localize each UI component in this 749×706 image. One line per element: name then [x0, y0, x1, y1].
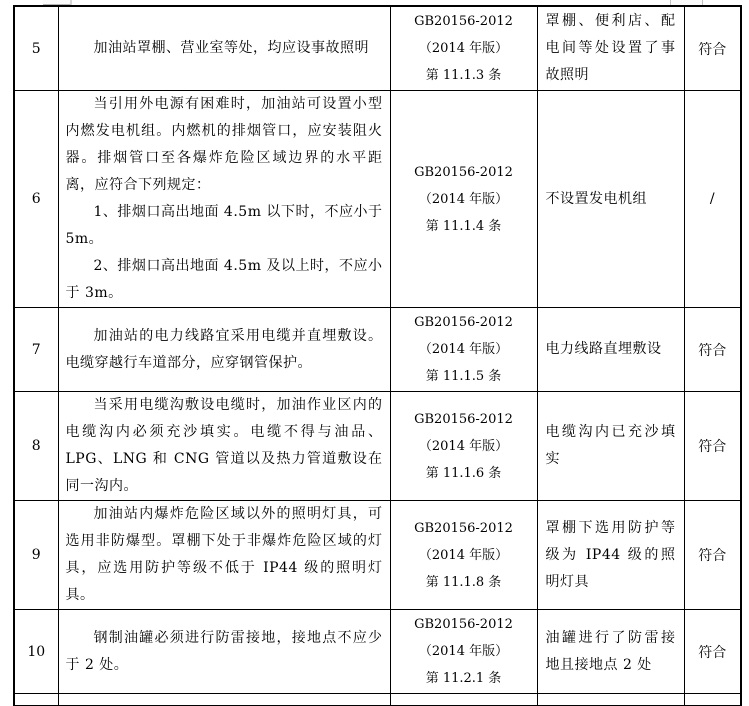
- row-number-cell: 5: [14, 6, 58, 91]
- partial-row-cell: [14, 694, 58, 706]
- partial-next-row: [14, 694, 741, 706]
- row-number-cell: 9: [14, 501, 58, 610]
- actual-condition-cell: 罩棚、便利店、配电间等处设置了事故照明: [537, 6, 684, 91]
- actual-condition-cell: 电缆沟内已充沙填实: [537, 392, 684, 501]
- standard-line: 第 11.1.3 条: [425, 68, 502, 83]
- partial-row-cell: [537, 694, 684, 706]
- standard-line: GB20156-2012: [414, 315, 513, 330]
- standard-line: （2014 年版）: [418, 191, 509, 207]
- row-number-cell: 6: [14, 91, 58, 308]
- requirement-cell: [58, 610, 390, 694]
- result-cell: /: [684, 91, 741, 308]
- requirement-paragraph: 加油站罩棚、营业室等处，均应设事故照明: [93, 40, 369, 56]
- standard-line: 第 11.1.6 条: [425, 465, 502, 481]
- standard-line: 第 11.1.5 条: [425, 369, 502, 384]
- requirement-cell: [58, 6, 390, 91]
- standard-line: 第 11.1.8 条: [425, 574, 502, 590]
- requirement-cell: [58, 392, 390, 501]
- standard-ref-cell: [390, 6, 537, 91]
- standard-line: GB20156-2012: [414, 411, 513, 427]
- requirement-paragraph: 当采用电缆沟敷设电缆时，加油作业区内的电缆沟内必须充沙填实。电缆不得与油品、LPG、LNG 和 CNG 管道以及热力管道敷设在同一沟内。: [65, 397, 383, 494]
- standard-line: GB20156-2012: [414, 520, 513, 536]
- standard-line: GB20156-2012: [414, 164, 513, 180]
- result-cell: 符合: [684, 610, 741, 694]
- table-row: [14, 91, 741, 308]
- requirement-paragraph: 加油站内爆炸危险区域以外的照明灯具，可选用非防爆型。罩棚下处于非爆炸危险区域的灯具，应选用防护等级不低于 IP44 级的照明灯具。: [65, 506, 383, 603]
- requirement-cell: [58, 91, 390, 308]
- requirement-paragraph: 当引用外电源有困难时，加油站可设置小型内燃发电机组。内燃机的排烟管口，应安装阻火器。排烟管口至各爆炸危险区域边界的水平距离，应符合下列规定：: [65, 96, 383, 193]
- standard-ref-cell: [390, 91, 537, 308]
- partial-row-cell: [58, 694, 390, 706]
- requirement-paragraph: 加油站的电力线路宜采用电缆并直埋敷设。电缆穿越行车道部分，应穿钢管保护。: [65, 327, 383, 371]
- row-number-cell: 10: [14, 610, 58, 694]
- requirement-paragraph: 1、排烟口高出地面 4.5m 以下时，不应小于5m。: [65, 204, 383, 247]
- table-row: [14, 6, 741, 91]
- standard-line: （2014 年版）: [418, 41, 509, 56]
- standard-ref-cell: [390, 308, 537, 392]
- standard-line: （2014 年版）: [418, 342, 509, 357]
- actual-condition-cell: 不设置发电机组: [537, 91, 684, 308]
- partial-row-cell: [684, 694, 741, 706]
- standard-ref-cell: [390, 610, 537, 694]
- standard-ref-cell: [390, 392, 537, 501]
- requirement-paragraph: 钢制油罐必须进行防雷接地，接地点不应少于 2 处。: [65, 629, 383, 673]
- standard-line: 第 11.1.4 条: [425, 218, 502, 234]
- result-cell: 符合: [684, 501, 741, 610]
- result-cell: 符合: [684, 308, 741, 392]
- standard-line: （2014 年版）: [418, 438, 509, 454]
- actual-condition-cell: 电力线路直埋敷设: [537, 308, 684, 392]
- standard-line: GB20156-2012: [414, 14, 513, 29]
- partial-row-cell: [390, 694, 537, 706]
- actual-condition-cell: 油罐进行了防雷接地且接地点 2 处: [537, 610, 684, 694]
- table-row: [14, 501, 741, 610]
- requirement-paragraph: 2、排烟口高出地面 4.5m 及以上时，不应小于 3m。: [65, 258, 383, 301]
- standard-line: （2014 年版）: [418, 644, 509, 659]
- standard-ref-cell: [390, 501, 537, 610]
- standard-line: GB20156-2012: [414, 617, 513, 632]
- standard-line: （2014 年版）: [418, 547, 509, 563]
- compliance-table: [13, 5, 742, 706]
- requirement-cell: [58, 308, 390, 392]
- table-row: [14, 392, 741, 501]
- result-cell: 符合: [684, 392, 741, 501]
- row-number-cell: 7: [14, 308, 58, 392]
- table-row: [14, 610, 741, 694]
- actual-condition-cell: 罩棚下选用防护等级为 IP44 级的照明灯具: [537, 501, 684, 610]
- table-row: [14, 308, 741, 392]
- row-number-cell: 8: [14, 392, 58, 501]
- result-cell: 符合: [684, 6, 741, 91]
- standard-line: 第 11.2.1 条: [425, 671, 502, 686]
- requirement-cell: [58, 501, 390, 610]
